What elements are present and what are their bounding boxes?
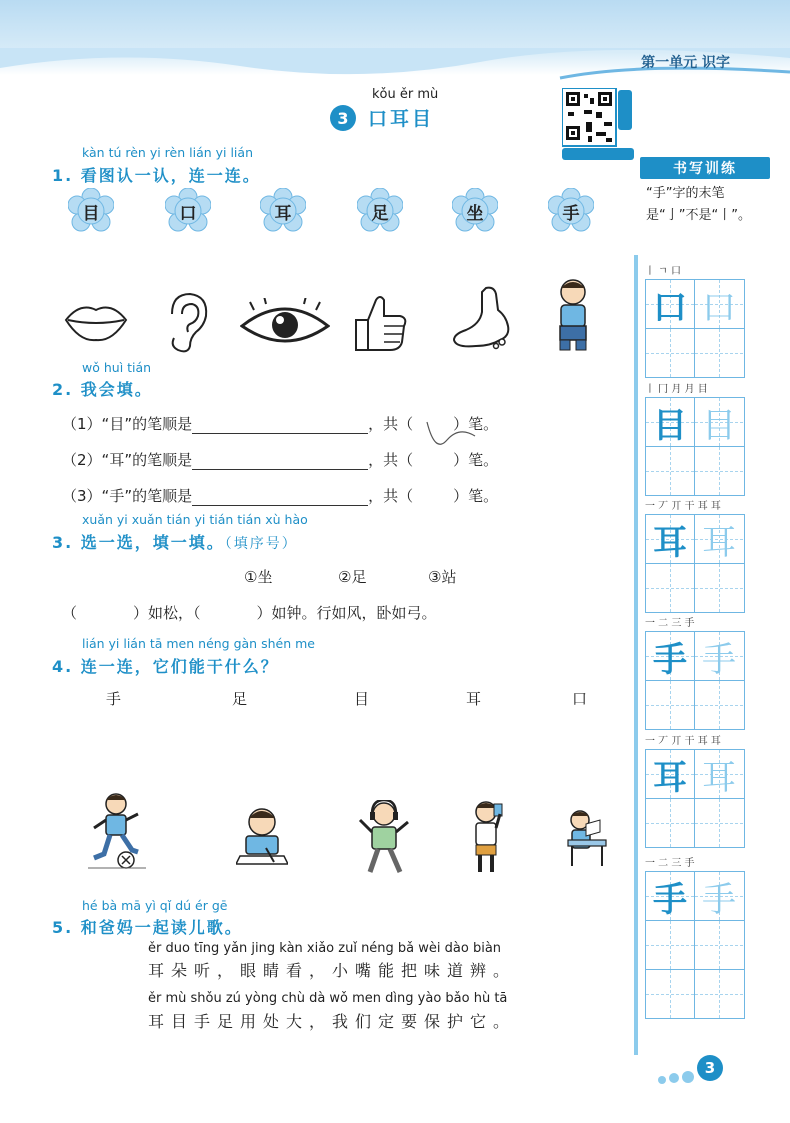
trace-char-2: 目 <box>702 405 736 446</box>
q3-option-1: ①坐 <box>244 568 273 586</box>
write-cell[interactable] <box>695 564 743 612</box>
grid-row-2a <box>645 397 745 447</box>
stroke-sequence-2: 丨 冂 月 月 目 <box>645 384 708 395</box>
sitting-boy-icon[interactable] <box>552 278 594 354</box>
practice-block-5 <box>645 732 745 848</box>
q1-char-3: 耳 <box>274 203 292 224</box>
stroke-sequence-1: 丨 ㄱ 口 <box>645 266 682 277</box>
write-cell[interactable] <box>695 921 743 969</box>
eye-icon[interactable] <box>240 298 330 352</box>
trace-cell[interactable] <box>646 872 695 920</box>
thumb-up-hand-icon[interactable] <box>354 292 410 352</box>
q2-heading: 2. 我会填。 <box>52 380 153 399</box>
practice-block-2 <box>645 380 745 496</box>
lesson-number-badge: 3 <box>330 105 356 131</box>
writing-practice-note: “手”字的末笔是“亅”不是“丨”。 <box>646 186 751 223</box>
q3-pinyin: xuǎn yi xuǎn tián yi tián tián xù hào <box>82 512 308 527</box>
grid-row-1a <box>645 279 745 329</box>
model-char-2: 目 <box>653 405 687 446</box>
grid-row-2b <box>645 447 745 496</box>
trace-char-5: 耳 <box>702 757 736 798</box>
boy-kicking-ball-icon[interactable] <box>86 792 148 872</box>
trace-char-3: 耳 <box>702 522 736 563</box>
q3-heading-text: 3. 选一选，填一填。 <box>52 533 225 552</box>
write-cell[interactable] <box>646 799 695 847</box>
trace-cell[interactable] <box>695 632 743 680</box>
q3-sentence-b: ）如松，（ <box>133 604 201 622</box>
q2-blank-1[interactable] <box>192 415 368 434</box>
trace-cell[interactable] <box>646 398 695 446</box>
q4-char-1[interactable]: 手 <box>106 690 122 708</box>
trace-char-4: 手 <box>702 639 736 680</box>
q1-char-badge-3[interactable] <box>260 188 306 234</box>
q5-line-2-pinyin: ěr mù shǒu zú yòng chù dà wǒ men dìng yào bǎo hù tā <box>148 991 508 1006</box>
lips-icon[interactable] <box>64 300 128 344</box>
boy-with-headphones-icon[interactable] <box>356 800 410 876</box>
q5-line-1-pinyin: ěr duo tīng yǎn jing kàn xiǎo zuǐ néng bǎ wèi dào biàn <box>148 941 502 956</box>
trace-char-1: 口 <box>702 287 736 328</box>
grid-row-6c <box>645 970 745 1019</box>
trace-cell[interactable] <box>646 750 695 798</box>
q1-heading: 1. 看图认一认，连一连。 <box>52 166 261 185</box>
trace-cell[interactable] <box>695 872 743 920</box>
practice-block-1 <box>645 262 745 378</box>
grid-row-6b <box>645 921 745 970</box>
q3-option-3: ③站 <box>428 568 457 586</box>
write-cell[interactable] <box>646 447 695 495</box>
trace-cell[interactable] <box>695 515 743 563</box>
q3-heading-note: （填序号） <box>224 536 298 552</box>
write-cell[interactable] <box>646 329 695 377</box>
foot-icon[interactable] <box>450 284 512 352</box>
q3-sentence-a: （ <box>62 604 78 622</box>
bubble-decoration-icon <box>656 1070 698 1086</box>
grid-row-3b <box>645 564 745 613</box>
q1-char-badge-6[interactable] <box>548 188 594 234</box>
q2-blank-2[interactable] <box>192 451 368 470</box>
q1-char-5: 坐 <box>466 203 484 224</box>
write-cell[interactable] <box>695 447 743 495</box>
stroke-sequence-3: 一 丆 丌 干 耳 耳 <box>645 501 721 512</box>
grid-row-6a <box>645 871 745 921</box>
practice-block-4 <box>645 614 745 730</box>
q2-line-3-suffix: ）笔。 <box>453 487 499 505</box>
boy-drinking-icon[interactable] <box>470 800 506 876</box>
q4-char-2[interactable]: 足 <box>232 690 248 708</box>
trace-cell[interactable] <box>646 280 695 328</box>
q2-blank-3[interactable] <box>192 487 368 506</box>
write-cell[interactable] <box>695 799 743 847</box>
stroke-sequence-5: 一 丆 丌 干 耳 耳 <box>645 736 721 747</box>
stroke-sequence-4: 一 二 三 手 <box>645 618 695 629</box>
grid-row-1b <box>645 329 745 378</box>
trace-cell[interactable] <box>695 280 743 328</box>
q1-char-2: 口 <box>179 203 197 224</box>
ear-icon[interactable] <box>162 292 210 354</box>
q1-char-badge-2[interactable] <box>165 188 211 234</box>
q1-pinyin: kàn tú rèn yi rèn lián yi lián <box>82 145 253 160</box>
model-char-6: 手 <box>653 879 687 920</box>
q3-sentence-c: ）如钟。行如风，卧如弓。 <box>256 604 437 622</box>
boy-reading-at-desk-icon[interactable] <box>566 808 608 870</box>
qr-caption <box>566 160 576 161</box>
q1-char-1: 目 <box>82 203 100 224</box>
q5-heading: 5. 和爸妈一起读儿歌。 <box>52 918 243 937</box>
title-pinyin: kǒu ěr mù <box>372 87 439 102</box>
model-char-5: 耳 <box>653 757 687 798</box>
stroke-sequence-6: 一 二 三 手 <box>645 858 695 869</box>
lesson-title: 口耳目 <box>368 108 435 130</box>
pencil-mark-scribble <box>425 418 485 458</box>
q5-line-2: 耳目手足用处大，我们定要保护它。 <box>148 1012 517 1031</box>
writing-practice-tab: 书写训练 <box>640 157 770 179</box>
practice-block-6 <box>645 854 745 1019</box>
q1-char-badge-4[interactable] <box>357 188 403 234</box>
practice-block-3 <box>645 497 745 613</box>
page-number: 3 <box>697 1055 723 1081</box>
q2-line-2-mid: ，共（ <box>368 451 414 469</box>
write-cell[interactable] <box>646 921 695 969</box>
write-cell[interactable] <box>695 329 743 377</box>
q2-line-3-mid: ，共（ <box>368 487 414 505</box>
trace-cell[interactable] <box>695 750 743 798</box>
q3-sentence <box>62 602 437 623</box>
q1-char-badge-5[interactable] <box>452 188 498 234</box>
model-char-1: 口 <box>653 287 687 328</box>
q3-option-2: ②足 <box>338 568 367 586</box>
q1-char-6: 手 <box>562 203 580 224</box>
q1-char-badge-1[interactable] <box>68 188 114 234</box>
model-char-3: 耳 <box>653 522 687 563</box>
grid-row-5a <box>645 749 745 799</box>
q2-line-2-prefix: （2）“耳”的笔顺是 <box>62 451 193 469</box>
q1-char-4: 足 <box>371 203 389 224</box>
trace-char-6: 手 <box>702 879 736 920</box>
trace-cell[interactable] <box>695 398 743 446</box>
grid-row-3a <box>645 514 745 564</box>
q2-pinyin: wǒ huì tián <box>82 360 152 375</box>
grid-row-4a <box>645 631 745 681</box>
q2-line-1-mid: ，共（ <box>368 415 414 433</box>
q4-pinyin: lián yi lián tā men néng gàn shén me <box>82 636 315 651</box>
q5-pinyin: hé bà mā yì qǐ dú ér gē <box>82 898 228 913</box>
write-cell[interactable] <box>646 681 695 729</box>
write-cell[interactable] <box>695 681 743 729</box>
q2-line-2-suffix: ）笔。 <box>453 451 499 469</box>
q2-line-3 <box>62 485 498 506</box>
grid-row-4b <box>645 681 745 730</box>
q4-char-3[interactable]: 目 <box>354 690 370 708</box>
qr-code-icon <box>562 88 634 160</box>
boy-writing-icon[interactable] <box>236 806 288 868</box>
q5-line-1: 耳朵听，眼睛看，小嘴能把味道辨。 <box>148 961 517 980</box>
q2-line-3-prefix: （3）“手”的笔顺是 <box>62 487 193 505</box>
trace-cell[interactable] <box>646 515 695 563</box>
write-cell[interactable] <box>646 564 695 612</box>
unit-label: 第一单元 识字 <box>641 55 730 71</box>
q4-char-4[interactable]: 耳 <box>466 690 482 708</box>
model-char-4: 手 <box>653 639 687 680</box>
q2-line-1-prefix: （1）“目”的笔顺是 <box>62 415 193 433</box>
trace-cell[interactable] <box>646 632 695 680</box>
write-cell[interactable] <box>695 970 743 1018</box>
panel-side-bar <box>634 255 638 1055</box>
grid-row-5b <box>645 799 745 848</box>
q3-heading <box>52 530 298 553</box>
q4-char-5[interactable]: 口 <box>572 690 588 708</box>
write-cell[interactable] <box>646 970 695 1018</box>
q2-line-1-suffix: ）笔。 <box>453 415 499 433</box>
qr-code[interactable] <box>562 88 634 160</box>
q4-heading: 4. 连一连，它们能干什么？ <box>52 657 279 676</box>
